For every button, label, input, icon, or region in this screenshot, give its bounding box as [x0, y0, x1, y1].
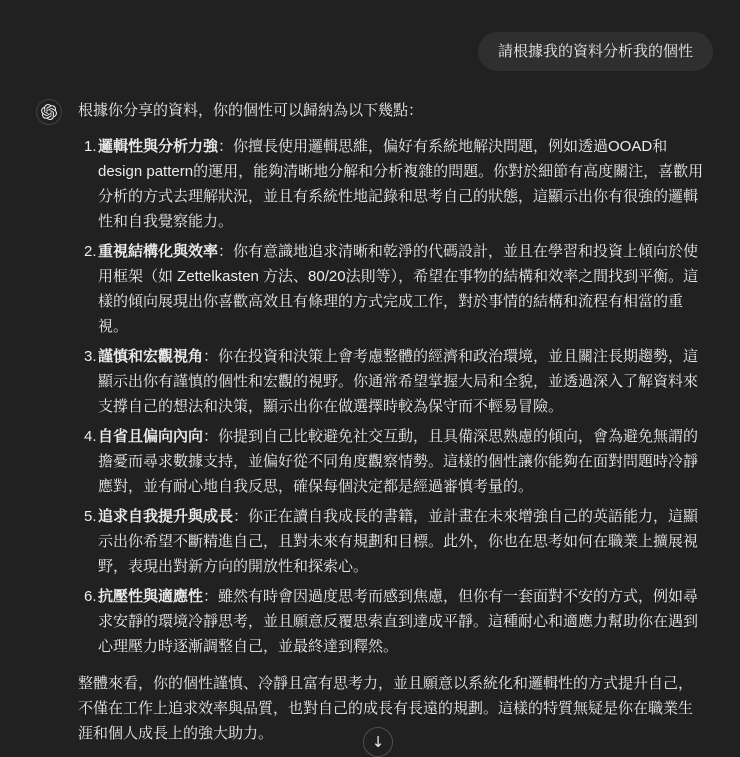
point-body: ：你提到自己比較避免社交互動，且具備深思熟慮的傾向，會為避免無謂的擔憂而尋求數據支持，並偏好從不同角度觀察情勢。這樣的個性讓你能夠在面對問題時冷靜應對，並有耐心地自我反思，確保每個決定都是經過審慎考量的。	[98, 428, 699, 495]
list-item-number: 6.	[84, 588, 97, 605]
list-item	[78, 239, 705, 339]
point-title: 抗壓性與適應性	[98, 588, 204, 605]
personality-points-list	[78, 134, 705, 659]
point-body: ：你擅長使用邏輯思維，偏好有系統地解決問題，例如透過OOAD和design pattern的運用，能夠清晰地分解和分析複雜的問題。你對於細節有高度關注，喜歡用分析的方式去理解狀況，並且有系統性地記錄和思考自己的狀態，這顯示出你有很強的邏輯性和自我覺察能力。	[98, 138, 704, 230]
list-item	[78, 424, 705, 499]
list-item	[78, 504, 705, 579]
point-title: 重視結構化與效率	[98, 243, 219, 260]
user-message-bubble: 請根據我的資料分析我的個性	[478, 32, 713, 71]
list-item-number: 3.	[84, 348, 97, 365]
list-item	[78, 344, 705, 419]
point-body: ：你正在讀自我成長的書籍，並計畫在未來增強自己的英語能力，這顯示出你希望不斷精進自己，且對未來有規劃和目標。此外，你也在思考如何在職業上擴展視野，表現出對新方向的開放性和探索心。	[98, 508, 699, 575]
list-item-text	[98, 424, 705, 499]
list-item-number: 2.	[84, 243, 97, 260]
assistant-message-content	[78, 98, 705, 746]
list-item-text	[98, 504, 705, 579]
list-item	[78, 584, 705, 659]
point-title: 謹慎和宏觀視角	[98, 348, 204, 365]
point-title: 自省且偏向內向	[98, 428, 204, 445]
assistant-intro-text: 根據你分享的資料，你的個性可以歸納為以下幾點：	[78, 102, 424, 119]
assistant-message-row	[36, 98, 713, 746]
list-item-number: 1.	[84, 138, 97, 155]
list-item-number: 5.	[84, 508, 97, 525]
list-item-text	[98, 239, 705, 339]
list-item-number: 4.	[84, 428, 97, 445]
point-body: ：雖然有時會因過度思考而感到焦慮，但你有一套面對不安的方式，例如尋求安靜的環境冷靜思考，並且願意反覆思索直到達成平靜。這種耐心和適應力幫助你在遇到心理壓力時逐漸調整自己，並最終達到釋然。	[98, 588, 699, 655]
assistant-avatar	[36, 99, 62, 125]
scroll-to-bottom-button[interactable]	[363, 727, 393, 757]
list-item	[78, 134, 705, 234]
list-item-text	[98, 134, 705, 234]
openai-logo-icon	[41, 104, 57, 120]
list-item-text	[98, 344, 705, 419]
point-body: ：你在投資和決策上會考慮整體的經濟和政治環境，並且關注長期趨勢，這顯示出你有謹慎的個性和宏觀的視野。你通常希望掌握大局和全貌，並透過深入了解資料來支撐自己的想法和決策，顯示出你在做選擇時較為保守而不輕易冒險。	[98, 348, 699, 415]
point-title: 邏輯性與分析力強	[98, 138, 219, 155]
point-body: ：你有意識地追求清晰和乾淨的代碼設計，並且在學習和投資上傾向於使用框架（如 Zettelkasten 方法、80/20法則等），希望在事物的結構和效率之間找到平衡。這樣的傾向展現出你喜歡高效且有條理的方式完成工作，對於事情的結構和流程有相當的重視。	[98, 243, 699, 335]
list-item-text	[98, 584, 705, 659]
point-title: 追求自我提升與成長	[98, 508, 234, 525]
user-message-row	[36, 32, 713, 71]
assistant-closing-text: 整體來看，你的個性謹慎、冷靜且富有思考力，並且願意以系統化和邏輯性的方式提升自己，不僅在工作上追求效率與品質，也對自己的成長有長遠的規劃。這樣的特質無疑是你在職業生涯和個人成長上的強大助力。	[78, 675, 694, 742]
down-arrow-icon: ↓	[371, 733, 385, 751]
